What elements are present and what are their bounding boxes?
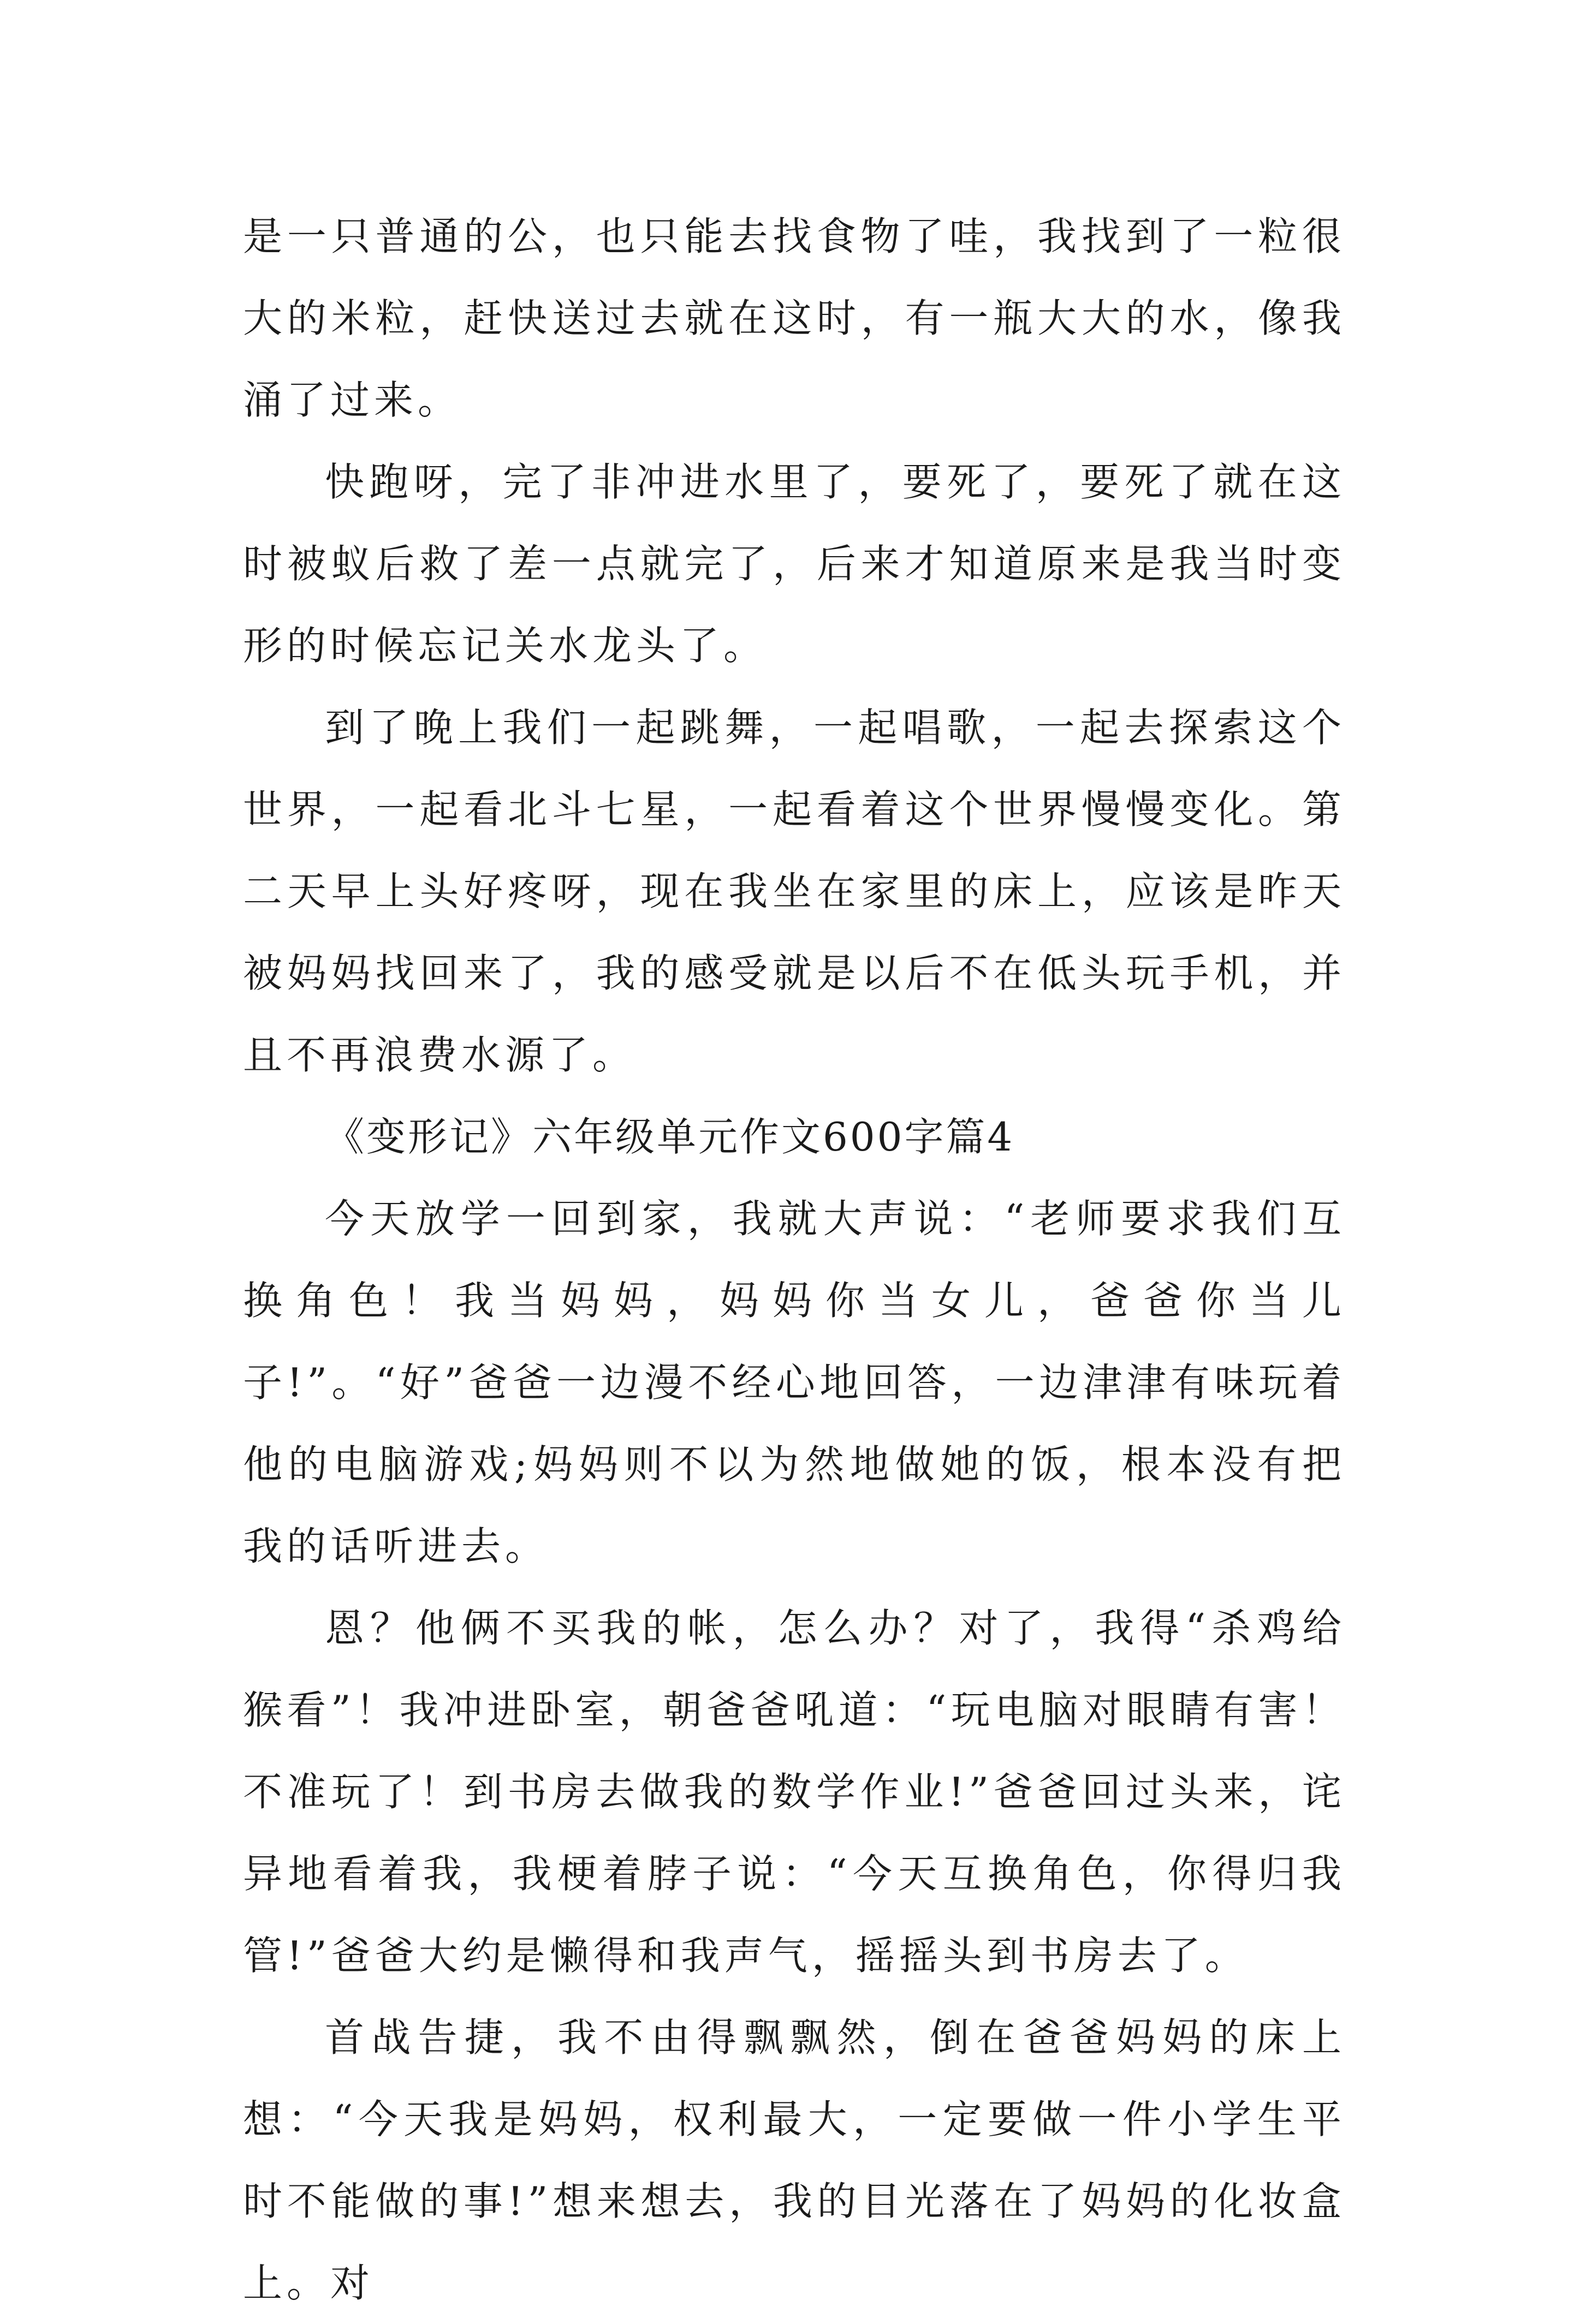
paragraph-2: 快跑呀，完了非冲进水里了，要死了，要死了就在这时被蚁后救了差一点就完了，后来才知道原来是我当时变形的时候忘记关水龙头了。: [243, 459, 1346, 669]
document-body: [243, 195, 1346, 2324]
paragraph-3: 到了晚上我们一起跳舞，一起唱歌，一起去探索这个世界，一起看北斗七星，一起看着这个世界慢慢变化。第二天早上头好疼呀，现在我坐在家里的床上，应该是昨天被妈妈找回来了，我的感受就是以后不在低头玩手机，并且不再浪费水源了。: [243, 705, 1346, 1078]
section-heading: 《变形记》六年级单元作文600字篇4: [325, 1114, 1015, 1160]
paragraph-4: 今天放学一回到家，我就大声说：“老师要求我们互换角色！我当妈妈，妈妈你当女儿，爸爸你当儿子!”。“好”爸爸一边漫不经心地回答，一边津津有味玩着他的电脑游戏;妈妈则不以为然地做她的饭，根本没有把我的话听进去。: [243, 1196, 1346, 1569]
paragraph-1: 是一只普通的公，也只能去找食物了哇，我找到了一粒很大的米粒，赶快送过去就在这时，有一瓶大大的水，像我涌了过来。: [243, 213, 1346, 423]
paragraph-5: 恩？他俩不买我的帐，怎么办？对了，我得“杀鸡给猴看”！我冲进卧室，朝爸爸吼道：“玩电脑对眼睛有害！不准玩了！到书房去做我的数学作业!”爸爸回过头来，诧异地看着我，我梗着脖子说：“今天互换角色，你得归我管!”爸爸大约是懒得和我声气，摇摇头到书房去了。: [243, 1605, 1346, 1979]
paragraph-6: 首战告捷，我不由得飘飘然，倒在爸爸妈妈的床上想：“今天我是妈妈，权利最大，一定要做一件小学生平时不能做的事!”想来想去，我的目光落在了妈妈的化妆盒上。对: [243, 2015, 1346, 2306]
